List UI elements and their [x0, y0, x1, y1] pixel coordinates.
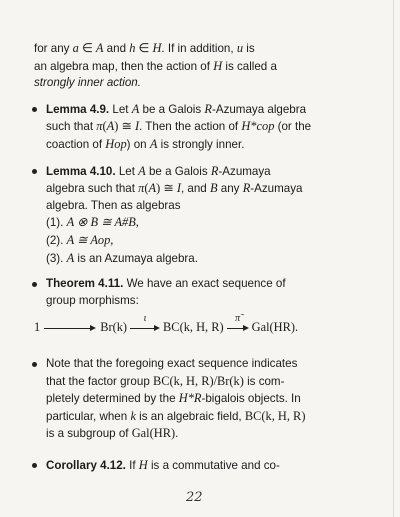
text: is called a [222, 59, 277, 73]
claim-number: (1). [46, 216, 67, 230]
sequence-term: 1 [34, 320, 41, 335]
bullet [32, 169, 37, 174]
bullet [32, 463, 37, 468]
math: B [209, 181, 218, 196]
page-body [34, 40, 364, 474]
text: -bigalois objects. In [201, 392, 301, 406]
bullet [32, 282, 37, 287]
text: that the factor group [46, 374, 153, 388]
math: R [210, 163, 219, 178]
math: Hop [105, 136, 127, 151]
text: is a commutative and co- [147, 458, 280, 472]
text: is an algebraic field, [135, 409, 245, 423]
math: A [138, 163, 146, 178]
text: -Azumaya [218, 164, 271, 178]
corollary-label: Corollary 4.12. [46, 458, 126, 472]
text: coaction of [46, 137, 106, 151]
math: a [72, 41, 79, 55]
intro-paragraph [34, 40, 364, 92]
arrow [227, 312, 249, 333]
theorem-4-11 [34, 276, 364, 336]
math: BC(k, H, R)/Br(k) [153, 373, 244, 388]
arrow [44, 323, 96, 333]
text: -Azumaya [250, 182, 303, 196]
math: A ⊗ B ≅ A#B, [66, 215, 139, 230]
text: any [217, 182, 243, 196]
text: If [125, 458, 139, 472]
lemma-label: Lemma 4.9. [46, 102, 110, 116]
text: We have an exact sequence of [123, 277, 286, 291]
math: ( [144, 181, 149, 196]
sequence-term: BC(k, H, R) [163, 320, 224, 335]
math: A [95, 41, 104, 55]
arrow [130, 312, 160, 333]
math: A ≅ Aop, [66, 232, 114, 247]
text: . Then the action of [139, 120, 242, 134]
math: ∈ [135, 41, 153, 55]
arrow-label: ι [143, 312, 147, 324]
math: H [152, 41, 162, 55]
page-number: 22 [186, 490, 203, 505]
math: u [236, 41, 244, 55]
corollary-4-12 [34, 457, 364, 475]
text: -Azumaya algebra [211, 102, 307, 116]
math: A [131, 101, 140, 116]
math: A [148, 181, 157, 196]
text: an algebra map, then the action of [34, 59, 214, 73]
math: H [213, 58, 223, 73]
text: algebra. Then as algebras [46, 198, 181, 212]
math: H*R [178, 391, 202, 406]
lemma-4-10 [34, 163, 364, 268]
sequence-term: Gal(HR). [251, 320, 299, 335]
arrow-label: π̃ [235, 312, 241, 324]
lemma-4-9 [34, 101, 364, 154]
text: is an Azumaya algebra. [74, 251, 198, 265]
text: ) on [126, 137, 150, 151]
math: R [242, 181, 251, 196]
math: ) ≅ [156, 181, 177, 196]
text: is com- [243, 374, 285, 388]
math: k [130, 408, 136, 423]
text: Let [109, 102, 132, 116]
claim-number: (3). [46, 251, 67, 265]
definition-term: strongly inner action. [34, 76, 141, 90]
text: (or the [274, 120, 312, 134]
math: Gal(HR) [131, 426, 176, 441]
text: Let [115, 164, 139, 178]
math: A [66, 250, 75, 265]
text: be a Galois [145, 164, 211, 178]
math: R [204, 101, 212, 116]
text: and [103, 42, 130, 55]
text: is [243, 42, 255, 55]
exact-sequence [34, 312, 364, 336]
text: for any [34, 42, 73, 55]
math: I [176, 181, 181, 196]
text: . If in addition, [161, 42, 237, 55]
math: π [96, 119, 103, 134]
text: , and [180, 182, 210, 196]
math: A [106, 119, 115, 134]
text: particular, when [46, 409, 131, 423]
text: Note that the foregoing exact sequence indicates [46, 356, 298, 370]
math: π [138, 181, 145, 196]
math: H [138, 457, 148, 472]
text: is strongly inner. [157, 137, 245, 151]
text: be a Galois [139, 102, 205, 116]
math: BC(k, H, R) [244, 408, 306, 423]
lemma-label: Lemma 4.10. [46, 164, 116, 178]
sequence-term: Br(k) [100, 320, 128, 335]
bullet [32, 107, 37, 112]
math: ( [102, 119, 107, 134]
bullet [32, 362, 37, 367]
text: group morphisms: [46, 293, 139, 307]
note [34, 356, 364, 443]
math: ) ≅ [114, 119, 135, 134]
theorem-label: Theorem 4.11. [46, 277, 124, 291]
text: such that [46, 120, 97, 134]
math: ∈ [78, 41, 96, 55]
math: I [134, 119, 140, 134]
text: pletely determined by the [46, 392, 179, 406]
math: A [149, 136, 158, 151]
claim-number: (2). [46, 233, 67, 247]
page-edge [393, 0, 394, 517]
math: H*cop [241, 119, 275, 134]
math: h [129, 41, 136, 55]
text: algebra such that [46, 182, 139, 196]
text: is a subgroup of [46, 427, 132, 441]
text: . [175, 427, 179, 441]
